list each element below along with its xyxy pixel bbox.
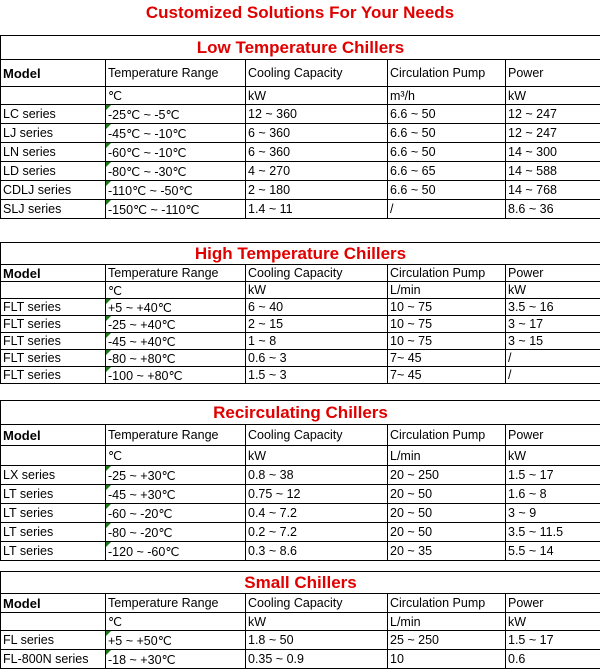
table-cell: 3.5 ~ 16 xyxy=(506,299,600,316)
column-header: Circulation Pump xyxy=(388,60,506,87)
table-cell: 20 ~ 50 xyxy=(388,523,506,542)
table-cell: FL-800N series xyxy=(1,650,106,669)
unit-cell: ℃ xyxy=(106,446,246,466)
table-cell: -150℃ ~ -110℃ xyxy=(106,200,246,219)
table-cell: 6.6 ~ 50 xyxy=(388,105,506,124)
table-cell: 12 ~ 247 xyxy=(506,105,600,124)
table-cell: 6 ~ 40 xyxy=(246,299,388,316)
table-cell: 0.8 ~ 38 xyxy=(246,466,388,485)
table-cell: 7~ 45 xyxy=(388,367,506,384)
table-cell: / xyxy=(388,200,506,219)
table-cell: 1.4 ~ 11 xyxy=(246,200,388,219)
unit-cell: kW xyxy=(246,87,388,105)
page-title: Customized Solutions For Your Needs xyxy=(145,3,455,22)
table-cell: LX series xyxy=(1,466,106,485)
table-cell: 14 ~ 768 xyxy=(506,181,600,200)
table-cell: LT series xyxy=(1,542,106,561)
column-header: Temperature Range xyxy=(106,265,246,282)
table-row xyxy=(1,124,600,143)
table-cell: 10 ~ 75 xyxy=(388,299,506,316)
column-header: Cooling Capacity xyxy=(246,425,388,446)
units-row xyxy=(1,87,600,105)
table-cell: -80 ~ +80℃ xyxy=(106,350,246,367)
table-row xyxy=(1,316,600,333)
table-row xyxy=(1,181,600,200)
table-row xyxy=(1,523,600,542)
table-row xyxy=(1,162,600,181)
table-cell: 2 ~ 180 xyxy=(246,181,388,200)
table-cell: -60 ~ -20℃ xyxy=(106,504,246,523)
chiller-section xyxy=(0,35,600,219)
table-cell: -45 ~ +30℃ xyxy=(106,485,246,504)
unit-cell xyxy=(1,282,106,299)
table-cell: -100 ~ +80℃ xyxy=(106,367,246,384)
table-cell: -60℃ ~ -10℃ xyxy=(106,143,246,162)
table-cell: 10 ~ 75 xyxy=(388,333,506,350)
specs-table xyxy=(0,264,600,384)
table-cell: 3 ~ 9 xyxy=(506,504,600,523)
table-cell: -45℃ ~ -10℃ xyxy=(106,124,246,143)
table-cell: 1.8 ~ 50 xyxy=(246,631,388,650)
table-cell: FL series xyxy=(1,631,106,650)
table-cell: 6.6 ~ 65 xyxy=(388,162,506,181)
column-header: Circulation Pump xyxy=(388,265,506,282)
table-cell: 6.6 ~ 50 xyxy=(388,143,506,162)
table-cell: +5 ~ +50℃ xyxy=(106,631,246,650)
column-header: Power xyxy=(506,425,600,446)
table-cell: -120 ~ -60℃ xyxy=(106,542,246,561)
table-cell: FLT series xyxy=(1,333,106,350)
table-row xyxy=(1,143,600,162)
table-cell: 0.3 ~ 8.6 xyxy=(246,542,388,561)
table-cell: 1.6 ~ 8 xyxy=(506,485,600,504)
column-header: Power xyxy=(506,594,600,613)
column-header: Temperature Range xyxy=(106,594,246,613)
table-row xyxy=(1,631,600,650)
units-row xyxy=(1,282,600,299)
column-header: Temperature Range xyxy=(106,425,246,446)
header-row xyxy=(1,60,600,87)
table-cell: 10 xyxy=(388,650,506,669)
table-cell: 6.6 ~ 50 xyxy=(388,124,506,143)
table-cell: / xyxy=(506,367,600,384)
table-row xyxy=(1,504,600,523)
unit-cell: kW xyxy=(246,282,388,299)
table-cell: LJ series xyxy=(1,124,106,143)
units-row xyxy=(1,446,600,466)
specs-table xyxy=(0,59,600,219)
header-row xyxy=(1,265,600,282)
unit-cell xyxy=(1,613,106,631)
table-cell: 2 ~ 15 xyxy=(246,316,388,333)
unit-cell: L/min xyxy=(388,613,506,631)
header-row xyxy=(1,425,600,446)
table-cell: 20 ~ 250 xyxy=(388,466,506,485)
unit-cell xyxy=(1,446,106,466)
table-cell: -80 ~ -20℃ xyxy=(106,523,246,542)
table-cell: 6.6 ~ 50 xyxy=(388,181,506,200)
table-cell: 20 ~ 35 xyxy=(388,542,506,561)
column-header: Model xyxy=(1,425,106,446)
table-cell: 1.5 ~ 3 xyxy=(246,367,388,384)
table-cell: 3 ~ 17 xyxy=(506,316,600,333)
specs-table xyxy=(0,593,600,669)
table-cell: -25℃ ~ -5℃ xyxy=(106,105,246,124)
column-header: Power xyxy=(506,265,600,282)
chiller-section xyxy=(0,571,600,669)
table-cell: 20 ~ 50 xyxy=(388,485,506,504)
table-row xyxy=(1,485,600,504)
column-header: Circulation Pump xyxy=(388,425,506,446)
table-row xyxy=(1,105,600,124)
table-cell: 6 ~ 360 xyxy=(246,124,388,143)
header-row xyxy=(1,594,600,613)
unit-cell xyxy=(1,87,106,105)
table-cell: 6 ~ 360 xyxy=(246,143,388,162)
table-cell: 8.6 ~ 36 xyxy=(506,200,600,219)
column-header: Model xyxy=(1,265,106,282)
table-cell: LC series xyxy=(1,105,106,124)
column-header: Cooling Capacity xyxy=(246,265,388,282)
table-cell: 0.2 ~ 7.2 xyxy=(246,523,388,542)
table-row xyxy=(1,650,600,669)
table-cell: +5 ~ +40℃ xyxy=(106,299,246,316)
chiller-section xyxy=(0,242,600,384)
table-cell: 1 ~ 8 xyxy=(246,333,388,350)
table-cell: 20 ~ 50 xyxy=(388,504,506,523)
table-cell: -110℃ ~ -50℃ xyxy=(106,181,246,200)
table-cell: 25 ~ 250 xyxy=(388,631,506,650)
table-cell: LT series xyxy=(1,523,106,542)
specs-table xyxy=(0,424,600,561)
table-cell: -80℃ ~ -30℃ xyxy=(106,162,246,181)
table-cell: -18 ~ +30℃ xyxy=(106,650,246,669)
table-cell: LT series xyxy=(1,485,106,504)
column-header: Model xyxy=(1,594,106,613)
table-cell: 12 ~ 247 xyxy=(506,124,600,143)
section-title: Recirculating Chillers xyxy=(0,400,600,424)
unit-cell: kW xyxy=(506,613,600,631)
table-row xyxy=(1,466,600,485)
table-cell: 7~ 45 xyxy=(388,350,506,367)
table-row xyxy=(1,367,600,384)
unit-cell: ℃ xyxy=(106,613,246,631)
table-cell: LT series xyxy=(1,504,106,523)
section-title: High Temperature Chillers xyxy=(0,242,600,264)
table-cell: CDLJ series xyxy=(1,181,106,200)
column-header: Temperature Range xyxy=(106,60,246,87)
table-cell: 1.5 ~ 17 xyxy=(506,466,600,485)
unit-cell: L/min xyxy=(388,282,506,299)
table-row xyxy=(1,299,600,316)
column-header: Cooling Capacity xyxy=(246,594,388,613)
table-cell: 0.35 ~ 0.9 xyxy=(246,650,388,669)
chiller-section xyxy=(0,400,600,561)
table-cell: FLT series xyxy=(1,316,106,333)
unit-cell: kW xyxy=(506,282,600,299)
table-cell: 0.6 xyxy=(506,650,600,669)
table-cell: 3.5 ~ 11.5 xyxy=(506,523,600,542)
table-cell: 0.75 ~ 12 xyxy=(246,485,388,504)
table-cell: 10 ~ 75 xyxy=(388,316,506,333)
table-cell: 12 ~ 360 xyxy=(246,105,388,124)
table-cell: -45 ~ +40℃ xyxy=(106,333,246,350)
table-cell: 0.4 ~ 7.2 xyxy=(246,504,388,523)
table-cell: -25 ~ +40℃ xyxy=(106,316,246,333)
table-cell: 0.6 ~ 3 xyxy=(246,350,388,367)
table-row xyxy=(1,350,600,367)
unit-cell: m³/h xyxy=(388,87,506,105)
column-header: Power xyxy=(506,60,600,87)
table-cell: 14 ~ 300 xyxy=(506,143,600,162)
table-row xyxy=(1,200,600,219)
section-title: Small Chillers xyxy=(0,571,600,593)
table-cell: -25 ~ +30℃ xyxy=(106,466,246,485)
table-cell: 1.5 ~ 17 xyxy=(506,631,600,650)
unit-cell: kW xyxy=(246,613,388,631)
table-cell: LD series xyxy=(1,162,106,181)
unit-cell: kW xyxy=(246,446,388,466)
unit-cell: ℃ xyxy=(106,282,246,299)
units-row xyxy=(1,613,600,631)
unit-cell: kW xyxy=(506,87,600,105)
column-header: Model xyxy=(1,60,106,87)
column-header: Cooling Capacity xyxy=(246,60,388,87)
unit-cell: kW xyxy=(506,446,600,466)
table-row xyxy=(1,542,600,561)
unit-cell: L/min xyxy=(388,446,506,466)
table-cell: / xyxy=(506,350,600,367)
unit-cell: ℃ xyxy=(106,87,246,105)
table-cell: LN series xyxy=(1,143,106,162)
table-cell: 5.5 ~ 14 xyxy=(506,542,600,561)
table-cell: 4 ~ 270 xyxy=(246,162,388,181)
table-row xyxy=(1,333,600,350)
table-cell: 14 ~ 588 xyxy=(506,162,600,181)
table-cell: 3 ~ 15 xyxy=(506,333,600,350)
table-cell: FLT series xyxy=(1,299,106,316)
table-cell: FLT series xyxy=(1,367,106,384)
section-title: Low Temperature Chillers xyxy=(0,35,600,59)
table-cell: FLT series xyxy=(1,350,106,367)
column-header: Circulation Pump xyxy=(388,594,506,613)
table-cell: SLJ series xyxy=(1,200,106,219)
